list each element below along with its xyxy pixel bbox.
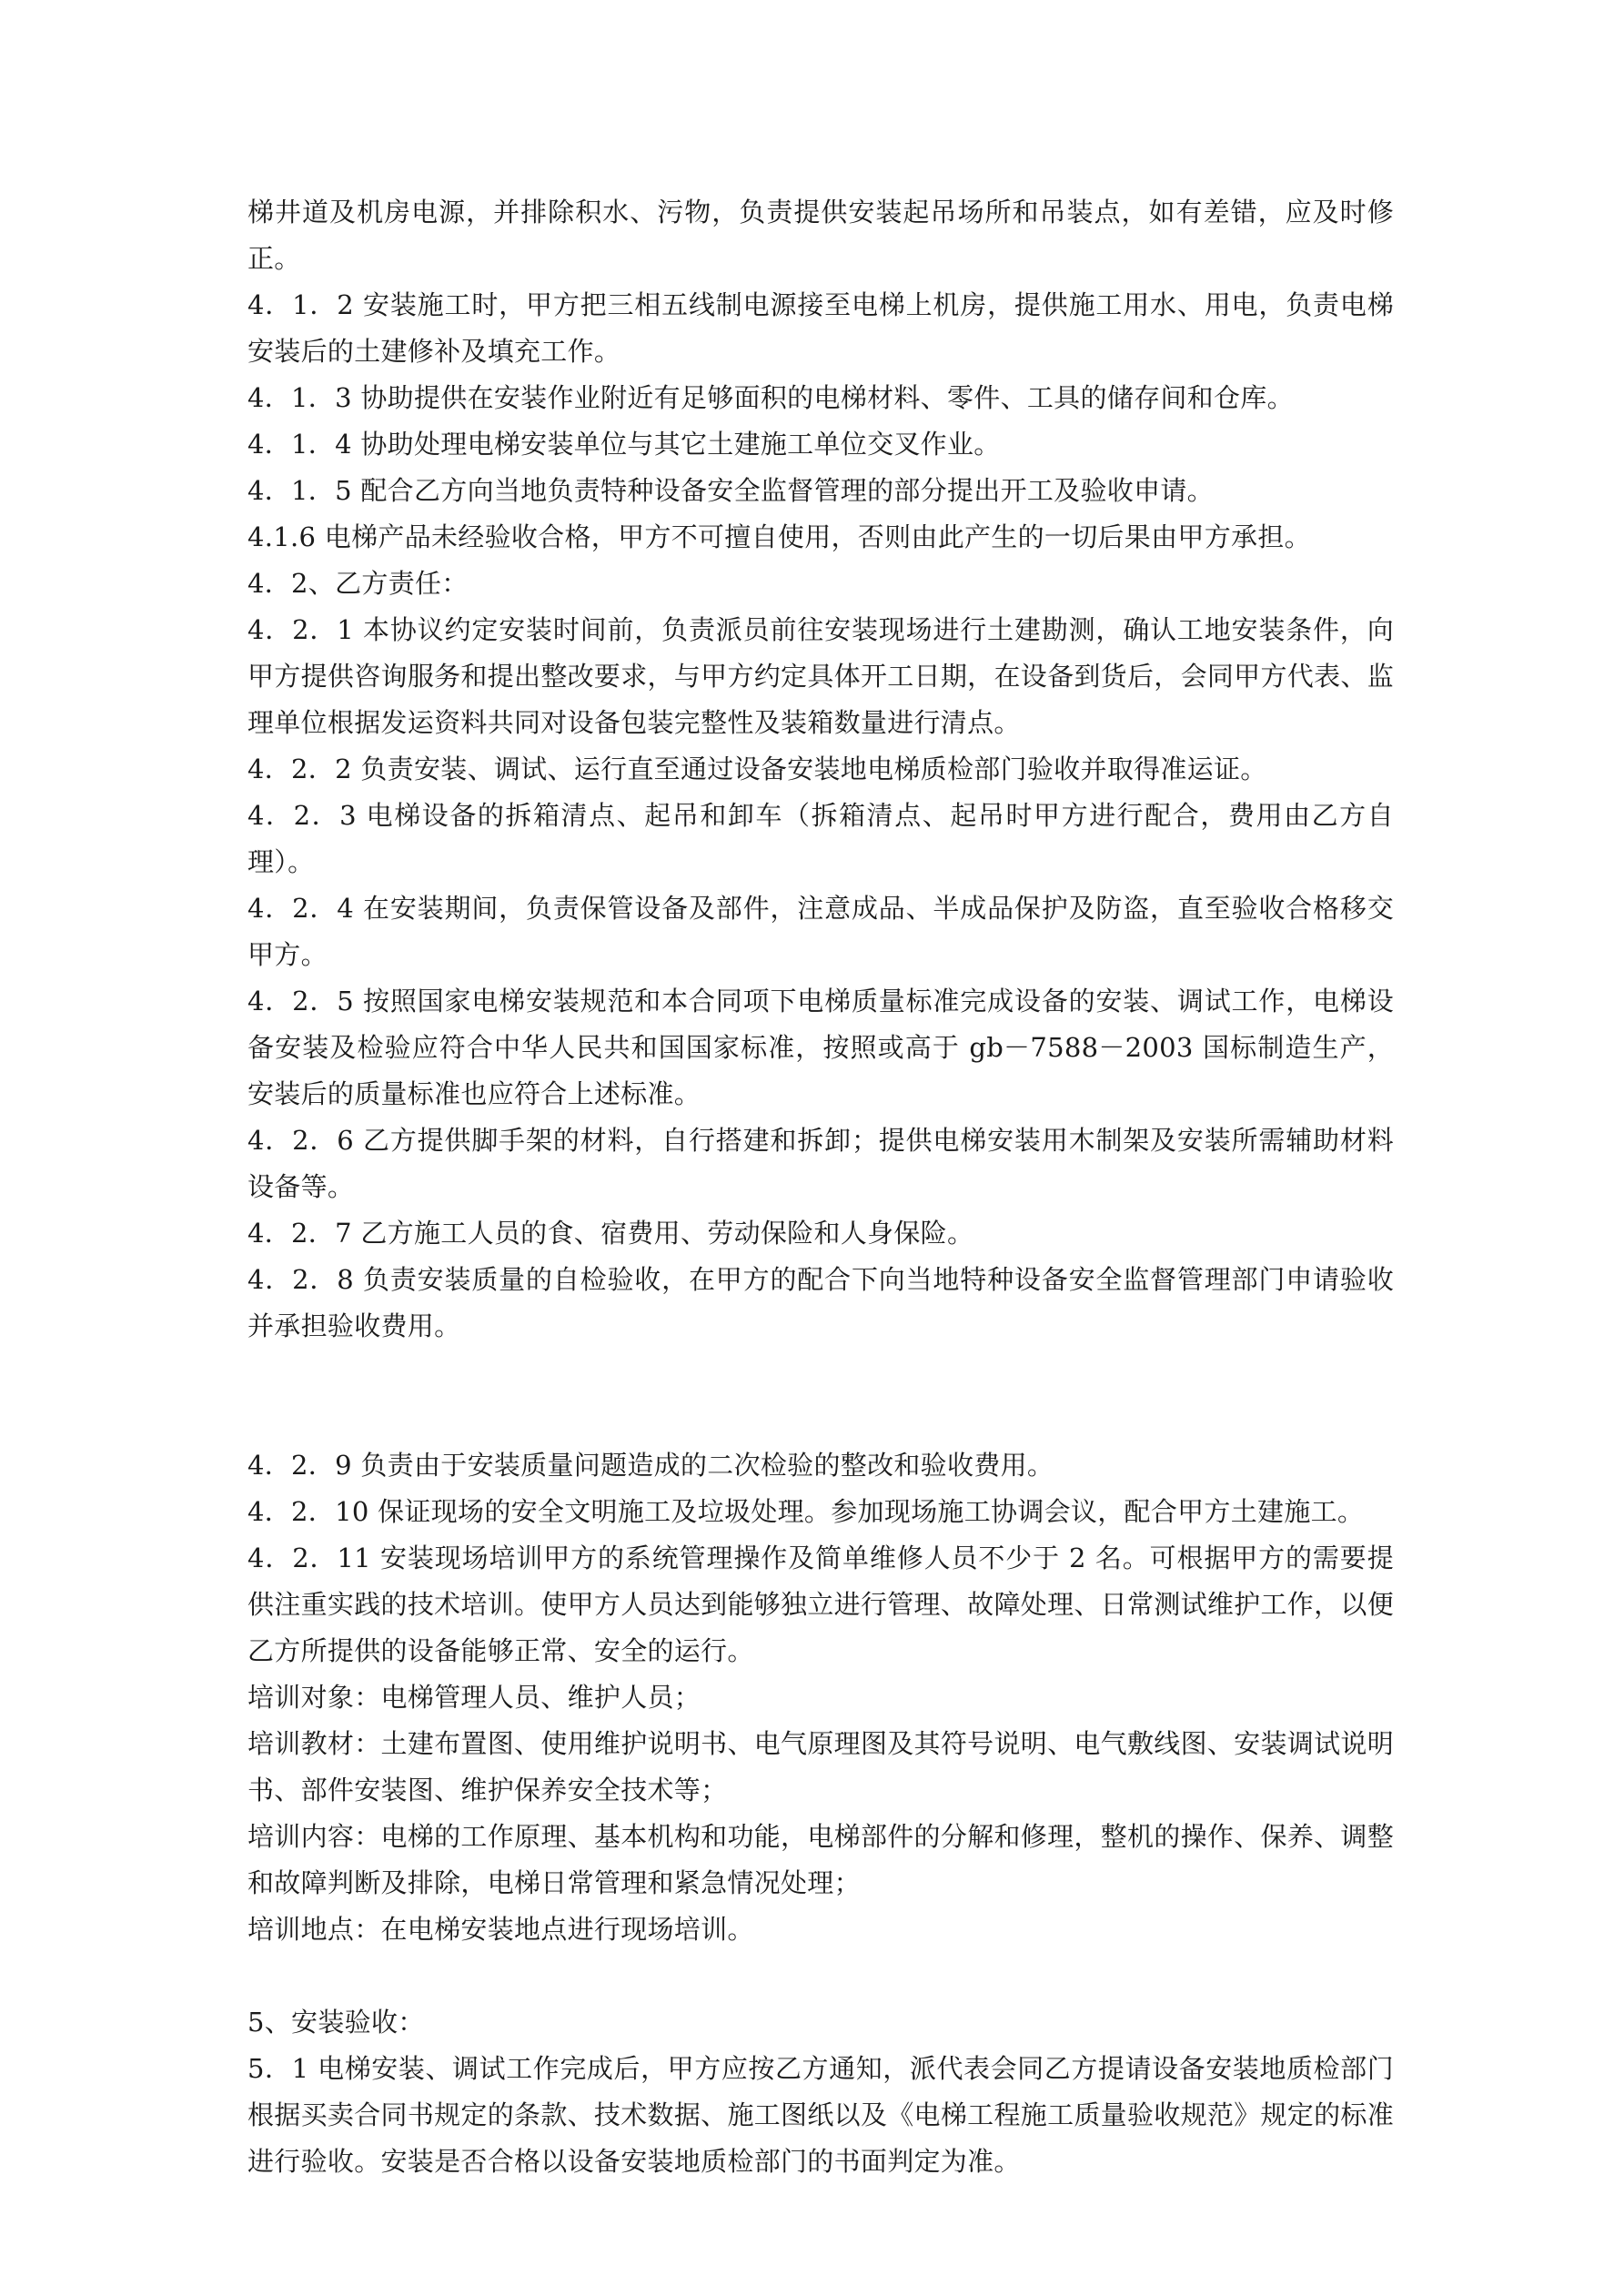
- training-location: 培训地点：在电梯安装地点进行现场培训。: [247, 1914, 754, 1945]
- blank-space: [247, 1953, 1394, 1999]
- training-content: 培训内容：电梯的工作原理、基本机构和功能，电梯部件的分解和修理，整机的操作、保养、调整和故障判断及排除，电梯日常管理和紧急情况处理；: [247, 1821, 1394, 1898]
- blank-space: [247, 1350, 1394, 1442]
- paragraph: 5．1 电梯安装、调试工作完成后，甲方应按乙方通知，派代表会同乙方提请设备安装地质检部门根据买卖合同书规定的条款、技术数据、施工图纸以及《电梯工程施工质量验收规范》规定的标准进行验收。安装是否合格以设备安装地质检部门的书面判定为准。: [247, 2053, 1394, 2177]
- paragraph: 4．2．8 负责安装质量的自检验收，在甲方的配合下向当地特种设备安全监督管理部门申请验收并承担验收费用。: [247, 1264, 1394, 1341]
- paragraph: 4．2．4 在安装期间，负责保管设备及部件，注意成品、半成品保护及防盗，直至验收合格移交甲方。: [247, 893, 1394, 970]
- section-heading: 5、安装验收：: [247, 2007, 425, 2038]
- paragraph: 梯井道及机房电源，并排除积水、污物，负责提供安装起吊场所和吊装点，如有差错，应及时修正。: [247, 197, 1394, 274]
- paragraph: 4．2．11 安装现场培训甲方的系统管理操作及简单维修人员不少于 2 名。可根据甲方的需要提供注重实践的技术培训。使甲方人员达到能够独立进行管理、故障处理、日常测试维护工作，以便乙方所提供的设备能够正常、安全的运行。: [247, 1542, 1394, 1666]
- paragraph: 4．2．10 保证现场的安全文明施工及垃圾处理。参加现场施工协调会议，配合甲方土建施工。: [247, 1496, 1365, 1527]
- paragraph: 4．2．1 本协议约定安装时间前，负责派员前往安装现场进行土建勘测，确认工地安装条件，向甲方提供咨询服务和提出整改要求，与甲方约定具体开工日期，在设备到货后，会同甲方代表、监理单位根据发运资料共同对设备包装完整性及装箱数量进行清点。: [247, 614, 1394, 738]
- document-body: [247, 189, 1394, 2185]
- paragraph: 4．2．6 乙方提供脚手架的材料，自行搭建和拆卸；提供电梯安装用木制架及安装所需辅助材料设备等。: [247, 1125, 1394, 1202]
- training-materials: 培训教材：土建布置图、使用维护说明书、电气原理图及其符号说明、电气敷线图、安装调试说明书、部件安装图、维护保养安全技术等；: [247, 1728, 1394, 1805]
- paragraph: 4．2．2 负责安装、调试、运行直至通过设备安装地电梯质检部门验收并取得准运证。: [247, 754, 1267, 784]
- paragraph: 4．1．3 协助提供在安装作业附近有足够面积的电梯材料、零件、工具的储存间和仓库。: [247, 382, 1294, 413]
- paragraph: 4．1．4 协助处理电梯安装单位与其它土建施工单位交叉作业。: [247, 429, 1001, 460]
- section-heading: 4．2、乙方责任：: [247, 568, 469, 599]
- paragraph: 4.1.6 电梯产品未经验收合格，甲方不可擅自使用，否则由此产生的一切后果由甲方承担。: [247, 521, 1311, 552]
- paragraph: 4．2．7 乙方施工人员的食、宿费用、劳动保险和人身保险。: [247, 1218, 974, 1249]
- paragraph: 4．2．5 按照国家电梯安装规范和本合同项下电梯质量标准完成设备的安装、调试工作，电梯设备安装及检验应符合中华人民共和国国家标准，按照或高于 gb－7588－2003 国标制造生产，安装后的质量标准也应符合上述标准。: [247, 986, 1394, 1109]
- paragraph: 4．1．5 配合乙方向当地负责特种设备安全监督管理的部分提出开工及验收申请。: [247, 475, 1214, 506]
- paragraph: 4．2．3 电梯设备的拆箱清点、起吊和卸车（拆箱清点、起吊时甲方进行配合，费用由乙方自理）。: [247, 800, 1394, 877]
- training-audience: 培训对象：电梯管理人员、维护人员；: [247, 1682, 701, 1713]
- paragraph: 4．1．2 安装施工时，甲方把三相五线制电源接至电梯上机房，提供施工用水、用电，负责电梯安装后的土建修补及填充工作。: [247, 289, 1394, 367]
- paragraph: 4．2．9 负责由于安装质量问题造成的二次检验的整改和验收费用。: [247, 1450, 1054, 1481]
